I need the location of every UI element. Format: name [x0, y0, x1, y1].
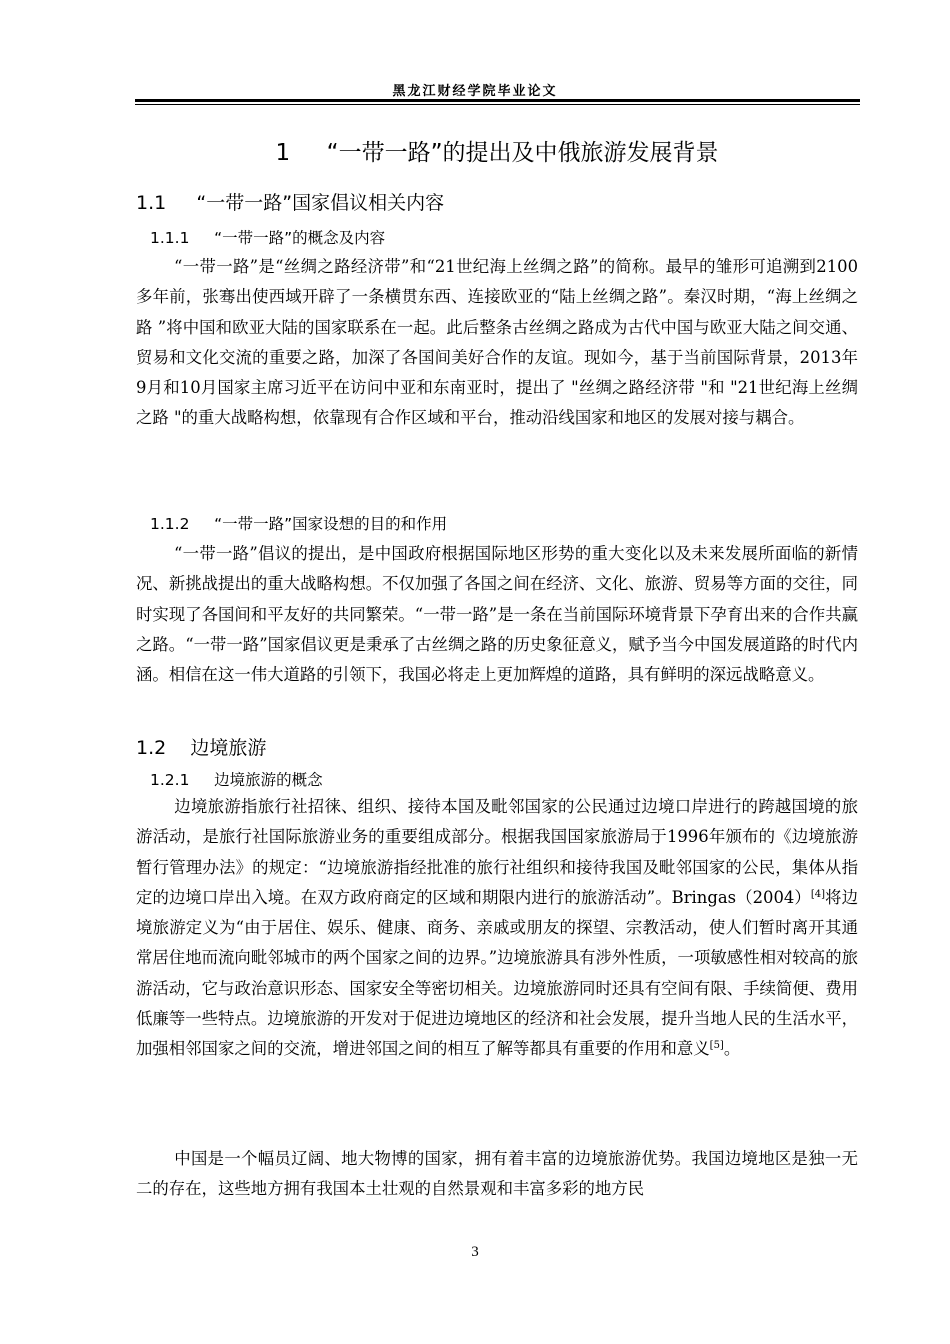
page-number: 3: [471, 1244, 479, 1260]
section-heading-1-1: [136, 188, 444, 215]
header-rule-thick: [135, 99, 860, 102]
citation-ref: [4]: [810, 888, 826, 900]
section-number: 1.1: [136, 192, 167, 214]
subsection-title: “一带一路”国家设想的目的和作用: [214, 515, 448, 533]
paragraph-text: “一带一路”是“丝绸之路经济带”和“21世纪海上丝绸之路”的简称。最早的雏形可追溯到2100多年前，张骞出使西域开辟了一条横贯东西、连接欧亚的“陆上丝绸之路”。秦汉时期，“海上丝绸之路 ”将中国和欧亚大陆的国家联系在一起。此后整条古丝绸之路成为古代中国与欧亚大陆之间交通、贸易和文化交流的重要之路，加深了各国间美好合作的友谊。现如今，基于当前国际背景，2013年9月和10月国家主席习近平在访问中亚和东南亚时，提出了 "丝绸之路经济带 "和 "21世纪海上丝绸之路 "的重大战略构想，依靠现有合作区域和平台，推动沿线国家和地区的发展对接与耦合。: [136, 257, 858, 428]
subsection-title: “一带一路”的概念及内容: [214, 229, 386, 247]
paragraph: [136, 252, 858, 434]
running-header: 黑龙江财经学院毕业论文: [392, 84, 558, 99]
subsection-heading-1-1-1: [150, 226, 385, 248]
paragraph-text: “一带一路”倡议的提出，是中国政府根据国际地区形势的重大变化以及未来发展所面临的新情况、新挑战提出的重大战略构想。不仅加强了各国之间在经济、文化、旅游、贸易等方面的交往，同时实现了各国间和平友好的共同繁荣。“一带一路”是一条在当前国际环境背景下孕育出来的合作共赢之路。“一带一路”国家倡议更是秉承了古丝绸之路的历史象征意义，赋予当今中国发展道路的时代内涵。相信在这一伟大道路的引领下，我国必将走上更加辉煌的道路，具有鲜明的深远战略意义。: [136, 544, 858, 685]
paragraph-text: 边境旅游指旅行社招徕、组织、接待本国及毗邻国家的公民通过边境口岸进行的跨越国境的旅游活动，是旅行社国际旅游业务的重要组成部分。根据我国国家旅游局于1996年颁布的《边境旅游暂行管理办法》的规定：“边境旅游指经批准的旅行社组织和接待我国及毗邻国家的公民，集体从指定的边境口岸出入境。在双方政府商定的区域和期限内进行的旅游活动”。Bringas（2004）: [136, 797, 858, 907]
subsection-heading-1-1-2: [150, 512, 447, 534]
section-title: 边境旅游: [190, 737, 267, 759]
subsection-heading-1-2-1: [150, 768, 323, 790]
section-heading-1-2: [136, 733, 266, 760]
subsection-number: 1.2.1: [150, 771, 190, 789]
paragraph-text: 中国是一个幅员辽阔、地大物博的国家，拥有着丰富的边境旅游优势。我国边境地区是独一无二的存在，这些地方拥有我国本土壮观的自然景观和丰富多彩的地方民: [136, 1149, 858, 1199]
subsection-title: 边境旅游的概念: [214, 771, 323, 789]
section-title: “一带一路”国家倡议相关内容: [196, 192, 445, 214]
paragraph-text: 将边境旅游定义为“由于居住、娱乐、健康、商务、亲戚或朋友的探望、宗教活动，使人们暂时离开其通常居住地而流向毗邻城市的两个国家之间的边界。”边境旅游具有涉外性质，一项敏感性相对较高的旅游活动，它与政治意识形态、国家安全等密切相关。边境旅游同时还具有空间有限、手续简便、费用低廉等一些特点。边境旅游的开发对于促进边境地区的经济和社会发展，提升当地人民的生活水平，加强相邻国家之间的交流，增进邻国之间的相互了解等都具有重要的作用和意义: [136, 887, 858, 1059]
section-number: 1.2: [136, 737, 167, 759]
subsection-number: 1.1.2: [150, 515, 190, 533]
paragraph: [136, 539, 858, 690]
subsection-number: 1.1.1: [150, 229, 190, 247]
paragraph: [136, 792, 858, 1065]
chapter-number: 1: [275, 140, 291, 166]
chapter-heading: [136, 134, 858, 167]
chapter-title: “一带一路”的提出及中俄旅游发展背景: [326, 140, 719, 166]
citation-ref: [5]: [709, 1040, 724, 1052]
header-rule-thin: [135, 104, 860, 105]
paragraph-text: 。: [723, 1039, 741, 1059]
paragraph: [136, 1144, 858, 1205]
